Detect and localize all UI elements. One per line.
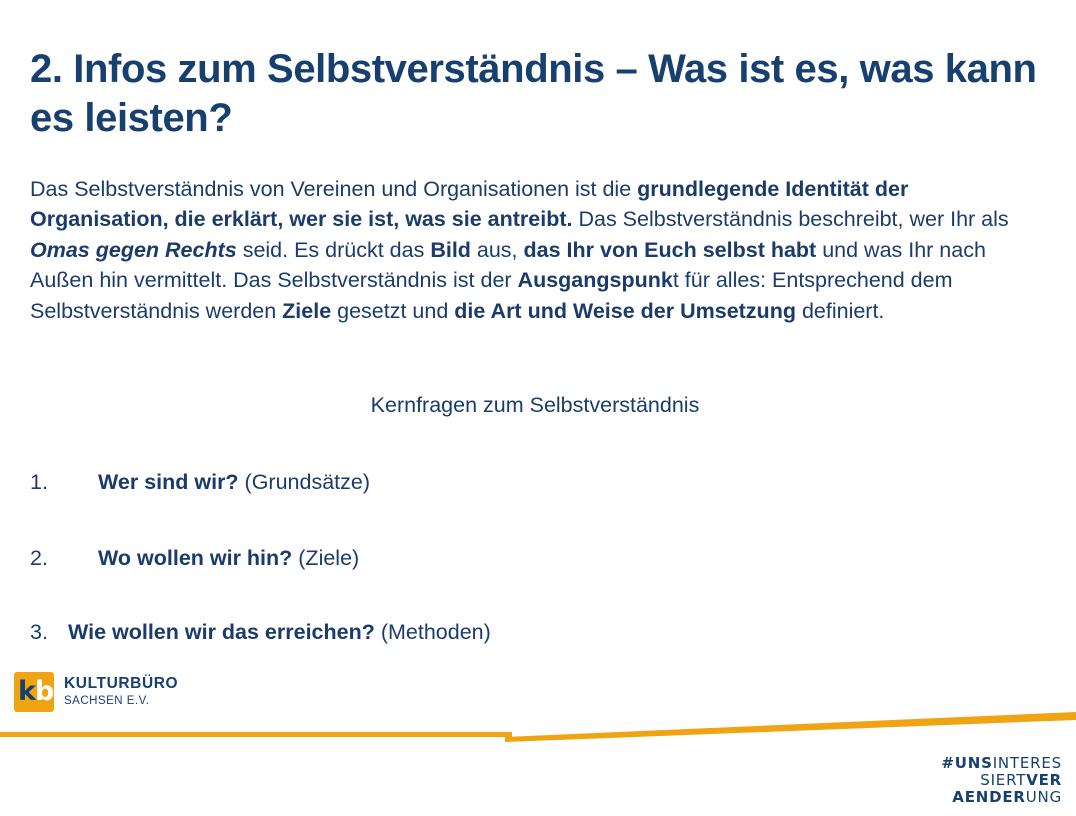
paragraph-text-5: und was Ihr nach Außen hin vermittelt. Das Selbstverständnis ist der: [30, 237, 986, 293]
list-item-label: [68, 620, 1040, 645]
body-paragraph: [30, 174, 1050, 327]
logo-wordmark: [64, 675, 178, 708]
hashtag-line-3: [941, 789, 1062, 806]
list-item: [30, 470, 1040, 546]
paragraph-bold-5: Ziele: [282, 298, 332, 323]
hashtag-line-2: [941, 772, 1062, 789]
logo-line-1: KULTURBÜRO: [64, 675, 179, 693]
kb-logo-letter-b: b: [35, 676, 54, 707]
paragraph-bold-2: Bild: [430, 237, 471, 262]
list-item-detail: (Methoden): [374, 620, 491, 644]
list-item: [30, 546, 1040, 620]
paragraph-text-7: gesetzt und: [331, 298, 455, 323]
list-item-label: [98, 546, 1040, 571]
hashtag-line-2-light: SIERT: [980, 770, 1027, 789]
paragraph-bold-3: das Ihr von Euch selbst habt: [523, 237, 817, 262]
hashtag-line-1: [941, 755, 1062, 772]
hashtag-line-3-light: UNG: [1025, 787, 1062, 806]
paragraph-bold-4: Ausgangspunk: [517, 268, 673, 293]
list-item-number: 2.: [30, 546, 48, 570]
list-item-number: 3.: [30, 620, 48, 644]
kb-logo-letter-k: k: [18, 676, 36, 707]
footer-divider-graphic: [0, 706, 1076, 744]
campaign-hashtag: [941, 755, 1062, 805]
hashtag-line-1-light: INTERES: [992, 754, 1062, 772]
paragraph-italic-1: Omas gegen Rechts: [30, 237, 237, 262]
paragraph-text-6: t für alles: Entsprechend dem Selbstverständnis werden: [30, 268, 953, 323]
section-subheading: Kernfragen zum Selbstverständnis: [370, 393, 700, 417]
page-title: 2. Infos zum Selbstverständnis – Was ist es, was kann es leisten?: [30, 46, 1037, 140]
hashtag-line-1-strong: #UNS: [941, 754, 993, 772]
paragraph-bold-6: die Art und Weise der Umsetzung: [454, 298, 796, 323]
hashtag-line-2-strong: VER: [1026, 770, 1062, 789]
list-item-question: Wer sind wir?: [98, 470, 239, 494]
paragraph-text-4: aus,: [470, 237, 524, 262]
list-item-question: Wie wollen wir das erreichen?: [68, 620, 375, 644]
paragraph-text-8: definiert.: [795, 298, 885, 323]
list-item: [30, 620, 1040, 660]
list-item-label: [98, 470, 1040, 495]
hashtag-line-3-strong: AENDER: [952, 787, 1026, 806]
paragraph-text-3: seid. Es drückt das: [236, 237, 431, 262]
list-item-detail: (Ziele): [292, 546, 360, 570]
list-item-question: Wo wollen wir hin?: [98, 546, 293, 570]
paragraph-text-2: Das Selbstverständnis beschreibt, wer Ihr als: [572, 207, 1009, 232]
key-questions-list: [30, 470, 1040, 660]
paragraph-bold-1: grundlegende Identität der Organisation, die erklärt, wer sie ist, was sie antreibt.: [30, 176, 909, 232]
logo-line-2: SACHSEN E.V.: [64, 695, 150, 708]
list-item-number: 1.: [30, 470, 48, 494]
list-item-detail: (Grundsätze): [238, 470, 371, 494]
paragraph-text-1: Das Selbstverständnis von Vereinen und Organisationen ist die: [30, 176, 638, 201]
